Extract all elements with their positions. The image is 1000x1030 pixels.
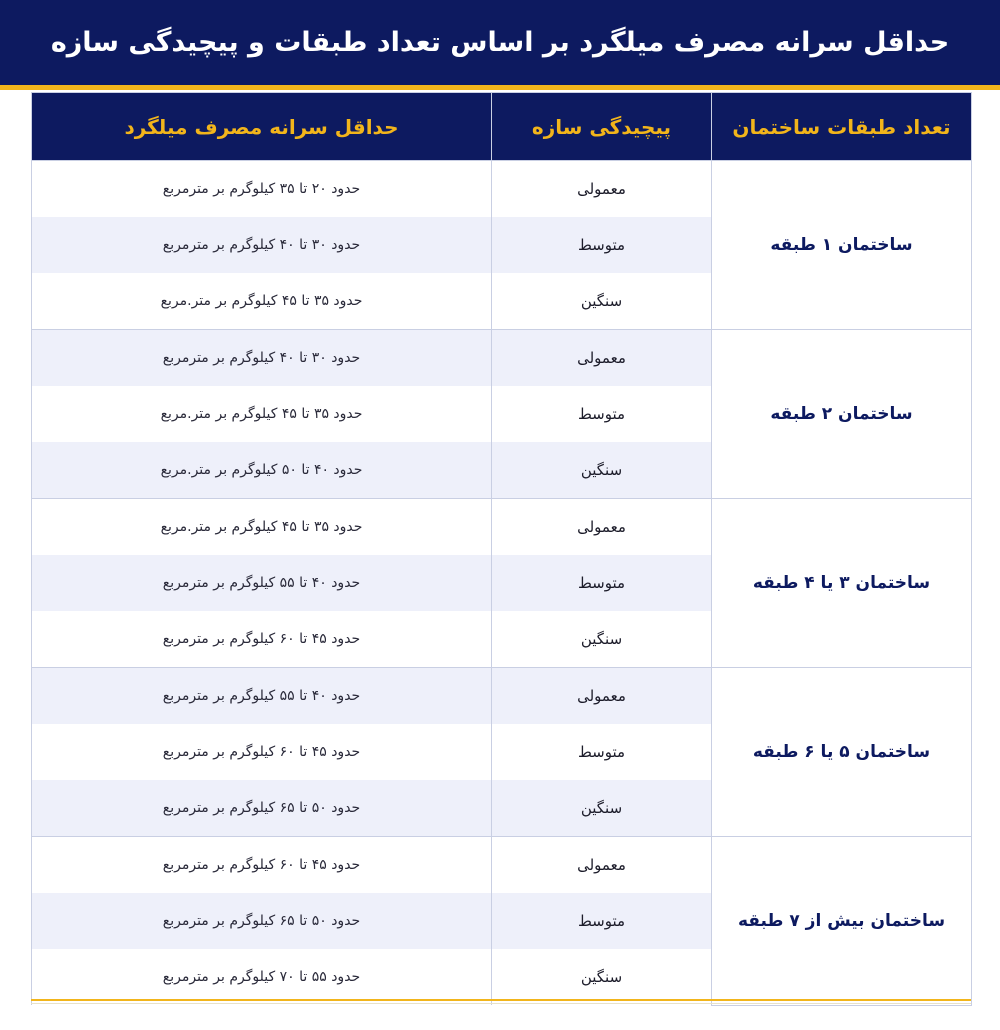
complexity-cell: سنگین bbox=[492, 780, 712, 837]
title-underline bbox=[0, 85, 1000, 90]
usage-cell: حدود ۵۰ تا ۶۵ کیلوگرم بر مترمربع bbox=[32, 780, 492, 837]
table-header-row bbox=[32, 93, 972, 161]
usage-cell: حدود ۴۰ تا ۵۵ کیلوگرم بر مترمربع bbox=[32, 555, 492, 611]
complexity-cell: سنگین bbox=[492, 442, 712, 499]
complexity-cell: متوسط bbox=[492, 386, 712, 442]
usage-cell: حدود ۵۵ تا ۷۰ کیلوگرم بر مترمربع bbox=[32, 949, 492, 1005]
usage-cell: حدود ۳۵ تا ۴۵ کیلوگرم بر متر.مربع bbox=[32, 386, 492, 442]
table-row bbox=[32, 499, 972, 556]
table-bottom-border bbox=[31, 999, 971, 1001]
usage-cell: حدود ۴۵ تا ۶۰ کیلوگرم بر مترمربع bbox=[32, 724, 492, 780]
floors-cell: ساختمان ۵ یا ۶ طبقه bbox=[712, 668, 972, 837]
floors-cell: ساختمان ۳ یا ۴ طبقه bbox=[712, 499, 972, 668]
rebar-usage-table bbox=[31, 92, 972, 1006]
usage-cell: حدود ۵۰ تا ۶۵ کیلوگرم بر مترمربع bbox=[32, 893, 492, 949]
table-row bbox=[32, 161, 972, 218]
complexity-cell: معمولی bbox=[492, 330, 712, 387]
table-row bbox=[32, 330, 972, 387]
floors-cell: ساختمان بیش از ۷ طبقه bbox=[712, 837, 972, 1006]
usage-cell: حدود ۳۵ تا ۴۵ کیلوگرم بر متر.مربع bbox=[32, 273, 492, 330]
complexity-cell: سنگین bbox=[492, 611, 712, 668]
header-rebar-usage: حداقل سرانه مصرف میلگرد bbox=[32, 93, 492, 161]
table-bottom-shadow bbox=[31, 1003, 971, 1004]
usage-cell: حدود ۴۰ تا ۵۵ کیلوگرم بر مترمربع bbox=[32, 668, 492, 725]
complexity-cell: متوسط bbox=[492, 724, 712, 780]
complexity-cell: متوسط bbox=[492, 893, 712, 949]
header-complexity: پیچیدگی سازه bbox=[492, 93, 712, 161]
table-row bbox=[32, 668, 972, 725]
usage-cell: حدود ۴۵ تا ۶۰ کیلوگرم بر مترمربع bbox=[32, 837, 492, 894]
floors-cell: ساختمان ۲ طبقه bbox=[712, 330, 972, 499]
header-floors: تعداد طبقات ساختمان bbox=[712, 93, 972, 161]
complexity-cell: معمولی bbox=[492, 668, 712, 725]
complexity-cell: معمولی bbox=[492, 161, 712, 218]
complexity-cell: سنگین bbox=[492, 949, 712, 1005]
complexity-cell: متوسط bbox=[492, 217, 712, 273]
floors-cell: ساختمان ۱ طبقه bbox=[712, 161, 972, 330]
complexity-cell: معمولی bbox=[492, 837, 712, 894]
complexity-cell: معمولی bbox=[492, 499, 712, 556]
usage-cell: حدود ۳۵ تا ۴۵ کیلوگرم بر متر.مربع bbox=[32, 499, 492, 556]
complexity-cell: متوسط bbox=[492, 555, 712, 611]
table-row bbox=[32, 837, 972, 894]
table-body bbox=[32, 161, 972, 1006]
usage-cell: حدود ۴۵ تا ۶۰ کیلوگرم بر مترمربع bbox=[32, 611, 492, 668]
usage-cell: حدود ۲۰ تا ۳۵ کیلوگرم بر مترمربع bbox=[32, 161, 492, 218]
title-banner bbox=[0, 0, 1000, 85]
usage-cell: حدود ۴۰ تا ۵۰ کیلوگرم بر متر.مربع bbox=[32, 442, 492, 499]
page-title: حداقل سرانه مصرف میلگرد بر اساس تعداد طبقات و پیچیدگی سازه bbox=[50, 27, 950, 58]
usage-cell: حدود ۳۰ تا ۴۰ کیلوگرم بر مترمربع bbox=[32, 330, 492, 387]
usage-cell: حدود ۳۰ تا ۴۰ کیلوگرم بر مترمربع bbox=[32, 217, 492, 273]
complexity-cell: سنگین bbox=[492, 273, 712, 330]
